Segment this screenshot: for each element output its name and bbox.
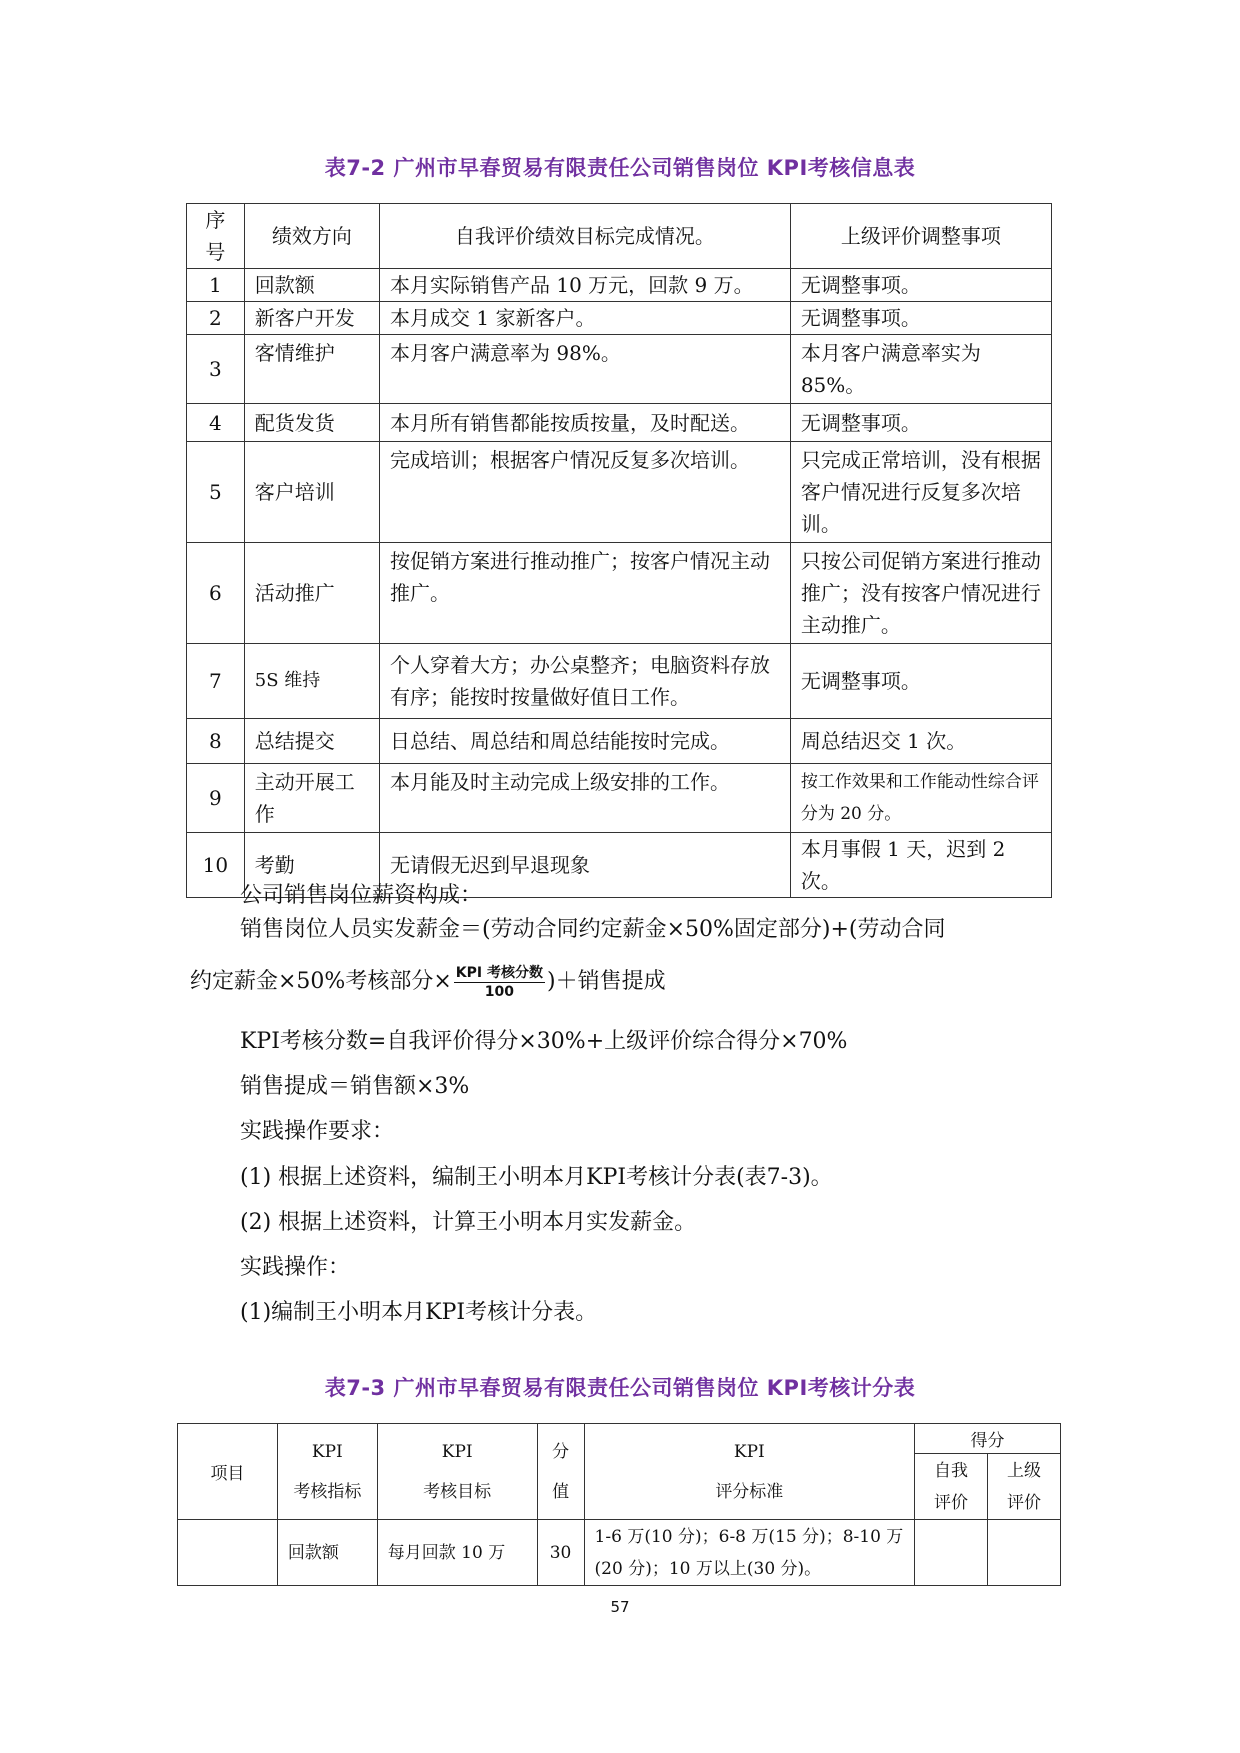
cell-superior: 按工作效果和工作能动性综合评分为 20 分。	[790, 764, 1051, 833]
cell-direction: 活动推广	[244, 543, 379, 644]
cell-superior: 无调整事项。	[790, 644, 1051, 719]
cell-value: 30	[537, 1520, 584, 1586]
cell-direction: 客户培训	[244, 442, 379, 543]
commission-formula: 销售提成＝销售额×3%	[240, 1074, 470, 1099]
cell-no: 2	[187, 302, 245, 335]
header-kpi-indicator-line1: KPI	[311, 1441, 343, 1462]
fraction-numerator: KPI 考核分数	[455, 964, 543, 981]
table-header-row	[178, 1424, 1061, 1454]
cell-direction: 客情维护	[244, 335, 379, 404]
table-row	[187, 764, 1052, 833]
requirement-1: (1) 根据上述资料，编制王小明本月KPI考核计分表(表7-3)。	[240, 1165, 833, 1190]
header-superior-eval-line1: 上级	[1007, 1460, 1041, 1481]
cell-superior: 无调整事项。	[790, 404, 1051, 442]
cell-self: 日总结、周总结和周总结能按时完成。	[380, 719, 791, 764]
cell-no: 7	[187, 644, 245, 719]
cell-direction: 回款额	[244, 269, 379, 302]
practice-step-1: (1)编制王小明本月KPI考核计分表。	[240, 1300, 598, 1325]
table-7-2-caption: 表7-2 广州市早春贸易有限责任公司销售岗位 KPI考核信息表	[324, 156, 916, 180]
practice-heading: 实践操作：	[240, 1255, 351, 1280]
fraction-denominator: 100	[484, 983, 514, 1000]
header-kpi-standard-line2: 评分标准	[715, 1481, 784, 1502]
cell-direction: 5S 维持	[244, 644, 379, 719]
cell-no: 5	[187, 442, 245, 543]
header-kpi-target-line1: KPI	[441, 1441, 473, 1462]
cell-indicator: 回款额	[277, 1520, 377, 1586]
cell-target: 每月回款 10 万	[377, 1520, 537, 1586]
cell-direction: 总结提交	[244, 719, 379, 764]
table-7-3-caption: 表7-3 广州市早春贸易有限责任公司销售岗位 KPI考核计分表	[324, 1376, 916, 1400]
salary-formula-line2	[190, 960, 666, 1004]
kpi-fraction	[454, 964, 545, 1001]
header-kpi-standard-line1: KPI	[733, 1441, 765, 1462]
cell-self: 本月客户满意率为 98%。	[380, 335, 791, 404]
cell-self: 按促销方案进行推动推广；按客户情况主动推广。	[380, 543, 791, 644]
header-item: 项目	[178, 1424, 278, 1520]
requirement-2: (2) 根据上述资料，计算王小明本月实发薪金。	[240, 1210, 697, 1235]
cell-no: 10	[187, 833, 245, 898]
cell-standard: 1-6 万(10 分)；6-8 万(15 分)；8-10 万(20 分)；10 万以上(30 分)。	[584, 1520, 915, 1586]
header-kpi-target-line2: 考核目标	[423, 1481, 492, 1502]
table-row	[187, 269, 1052, 302]
table-row	[187, 644, 1052, 719]
header-no: 序号	[187, 204, 245, 269]
cell-superior: 本月事假 1 天，迟到 2 次。	[790, 833, 1051, 898]
table-row	[178, 1520, 1061, 1586]
header-kpi-target	[377, 1424, 537, 1520]
cell-self: 本月所有销售都能按质按量，及时配送。	[380, 404, 791, 442]
cell-no: 1	[187, 269, 245, 302]
table-row	[187, 302, 1052, 335]
kpi-score-table	[177, 1423, 1061, 1586]
table-row	[187, 442, 1052, 543]
header-superior-eval	[988, 1454, 1061, 1520]
kpi-score-formula: KPI考核分数=自我评价得分×30%+上级评价综合得分×70%	[240, 1029, 848, 1054]
header-score-value	[537, 1424, 584, 1520]
cell-self-score	[915, 1520, 988, 1586]
cell-superior: 无调整事项。	[790, 302, 1051, 335]
header-self-eval-line2: 评价	[934, 1492, 969, 1513]
header-points: 得分	[915, 1424, 1061, 1454]
salary-formula-line1: 销售岗位人员实发薪金＝(劳动合同约定薪金×50%固定部分)+(劳动合同	[240, 917, 946, 942]
cell-self: 完成培训；根据客户情况反复多次培训。	[380, 442, 791, 543]
cell-self: 本月实际销售产品 10 万元，回款 9 万。	[380, 269, 791, 302]
header-self-eval: 自我评价绩效目标完成情况。	[380, 204, 791, 269]
cell-superior: 周总结迟交 1 次。	[790, 719, 1051, 764]
header-superior-eval: 上级评价调整事项	[790, 204, 1051, 269]
cell-direction: 配货发货	[244, 404, 379, 442]
cell-no: 4	[187, 404, 245, 442]
cell-superior: 只完成正常培训，没有根据客户情况进行反复多次培训。	[790, 442, 1051, 543]
cell-self: 本月能及时主动完成上级安排的工作。	[380, 764, 791, 833]
kpi-info-table	[186, 203, 1052, 898]
page-number: 57	[610, 1598, 630, 1616]
cell-no: 6	[187, 543, 245, 644]
table-row	[187, 543, 1052, 644]
cell-superior-score	[988, 1520, 1061, 1586]
header-score-value-line2: 值	[552, 1481, 570, 1502]
header-kpi-indicator	[277, 1424, 377, 1520]
salary-formula-prefix: 约定薪金×50%考核部分×	[190, 969, 452, 994]
table-header-row	[187, 204, 1052, 269]
salary-formula-suffix: )＋销售提成	[546, 969, 666, 994]
cell-superior: 本月客户满意率实为85%。	[790, 335, 1051, 404]
header-kpi-standard	[584, 1424, 915, 1520]
header-score-value-line1: 分	[552, 1441, 570, 1462]
cell-no: 9	[187, 764, 245, 833]
cell-superior: 无调整事项。	[790, 269, 1051, 302]
cell-superior: 只按公司促销方案进行推动推广；没有按客户情况进行主动推广。	[790, 543, 1051, 644]
header-superior-eval-line2: 评价	[1007, 1492, 1041, 1513]
cell-direction: 考勤	[244, 833, 379, 898]
header-kpi-indicator-line2: 考核指标	[293, 1481, 362, 1502]
cell-self: 无请假无迟到早退现象	[380, 833, 791, 898]
header-self-eval-line1: 自我	[934, 1460, 969, 1481]
cell-self: 个人穿着大方；办公桌整齐；电脑资料存放有序；能按时按量做好值日工作。	[380, 644, 791, 719]
table-row	[187, 719, 1052, 764]
table-row	[187, 335, 1052, 404]
cell-no: 3	[187, 335, 245, 404]
cell-no: 8	[187, 719, 245, 764]
cell-direction: 新客户开发	[244, 302, 379, 335]
cell-direction: 主动开展工作	[244, 764, 379, 833]
cell-item	[178, 1520, 278, 1586]
requirements-heading: 实践操作要求：	[240, 1119, 395, 1144]
cell-self: 本月成交 1 家新客户。	[380, 302, 791, 335]
salary-structure-heading: 公司销售岗位薪资构成：	[240, 883, 483, 908]
header-direction: 绩效方向	[244, 204, 379, 269]
header-self-eval	[915, 1454, 988, 1520]
table-row	[187, 404, 1052, 442]
